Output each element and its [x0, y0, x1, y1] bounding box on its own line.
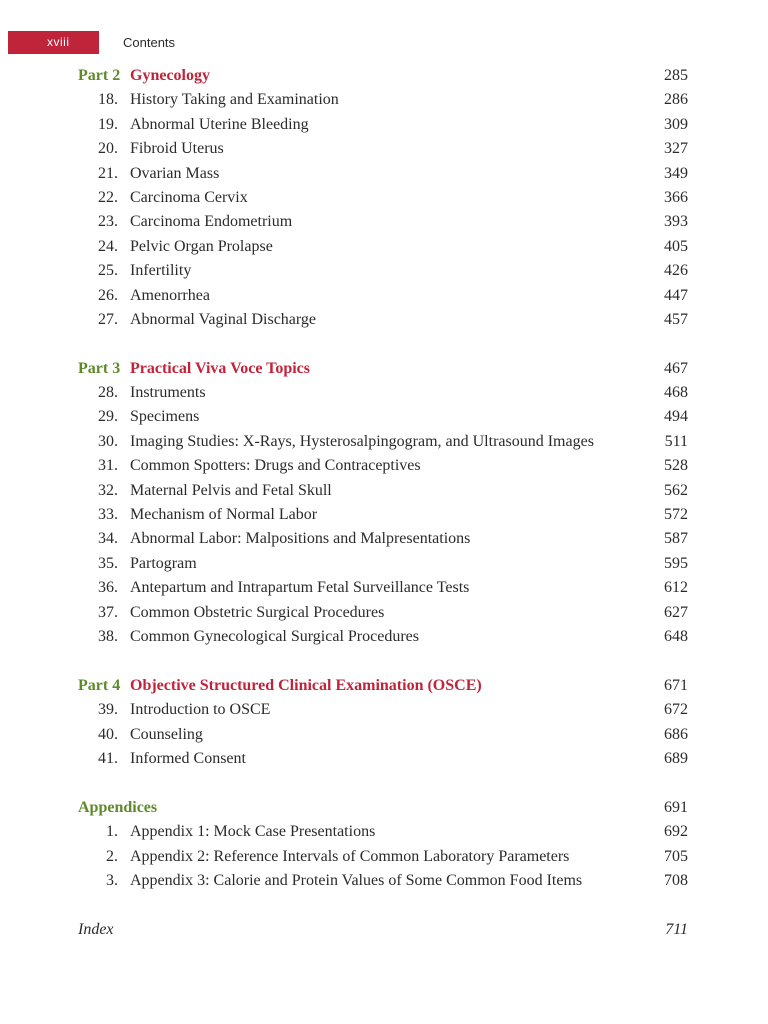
chapter-number: 20.	[98, 140, 118, 158]
chapter-number: 34.	[98, 530, 118, 548]
chapter-title: Common Spotters: Drugs and Contraceptives	[130, 457, 421, 475]
chapter-title: Carcinoma Endometrium	[130, 213, 293, 231]
chapter-row[interactable]	[0, 576, 768, 600]
page-number: 648	[664, 627, 688, 645]
chapter-number: 40.	[98, 725, 118, 743]
index-label: Index	[78, 920, 114, 938]
chapter-number: 19.	[98, 115, 118, 133]
chapter-title: Abnormal Vaginal Discharge	[130, 310, 317, 328]
chapter-title: Abnormal Uterine Bleeding	[130, 115, 309, 133]
chapter-title: Informed Consent	[130, 749, 246, 767]
chapter-row[interactable]	[0, 454, 768, 478]
chapter-title: Amenorrhea	[130, 286, 210, 304]
chapter-number: 36.	[98, 579, 118, 597]
appendix-row[interactable]	[0, 869, 768, 893]
appendix-title: Appendix 3: Calorie and Protein Values of Some Common Food Items	[130, 871, 583, 889]
page-number: 285	[664, 67, 688, 84]
chapter-number: 41.	[98, 749, 118, 767]
chapter-title: History Taking and Examination	[130, 91, 339, 109]
chapter-title: Maternal Pelvis and Fetal Skull	[130, 481, 332, 499]
chapter-title: Partogram	[130, 554, 197, 572]
chapter-row[interactable]	[0, 113, 768, 137]
appendix-number: 3.	[106, 871, 118, 889]
chapter-number: 23.	[98, 213, 118, 231]
part-heading-row[interactable]	[0, 357, 768, 381]
chapter-row[interactable]	[0, 503, 768, 527]
chapter-row[interactable]	[0, 405, 768, 429]
appendix-number: 2.	[106, 847, 118, 865]
page-number: 286	[664, 91, 688, 109]
appendix-title: Appendix 1: Mock Case Presentations	[130, 823, 376, 841]
page-number: 393	[664, 213, 688, 231]
part-heading-row[interactable]	[0, 674, 768, 698]
part-label: Part 4	[78, 676, 121, 694]
chapter-row[interactable]	[0, 284, 768, 308]
chapter-row[interactable]	[0, 137, 768, 161]
chapter-title: Antepartum and Intrapartum Fetal Surveillance Tests	[130, 579, 470, 597]
part-title: Gynecology	[130, 67, 210, 84]
page-number: 528	[664, 457, 688, 475]
chapter-title: Infertility	[130, 262, 192, 280]
section-spacer	[0, 649, 768, 673]
page-number: 708	[664, 871, 688, 889]
chapter-title: Imaging Studies: X-Rays, Hysterosalpingogram, and Ultrasound Images	[130, 432, 594, 450]
table-of-contents	[0, 64, 768, 942]
chapter-number: 38.	[98, 627, 118, 645]
appendix-number: 1.	[106, 823, 118, 841]
page-number: 572	[664, 506, 688, 524]
page-number: 691	[664, 798, 688, 816]
appendices-heading-row[interactable]	[0, 796, 768, 820]
chapter-number: 31.	[98, 457, 118, 475]
chapter-row[interactable]	[0, 430, 768, 454]
page-number: 711	[665, 920, 688, 938]
appendix-title: Appendix 2: Reference Intervals of Common Laboratory Parameters	[130, 847, 570, 865]
part-label: Part 2	[78, 67, 121, 84]
chapter-row[interactable]	[0, 527, 768, 551]
chapter-title: Specimens	[130, 408, 200, 426]
page-number: 689	[664, 749, 688, 767]
chapter-title: Ovarian Mass	[130, 164, 220, 182]
chapter-row[interactable]	[0, 186, 768, 210]
page-number: 705	[664, 847, 688, 865]
chapter-title: Instruments	[130, 384, 206, 402]
chapter-title: Carcinoma Cervix	[130, 188, 248, 206]
chapter-row[interactable]	[0, 88, 768, 112]
index-row[interactable]	[0, 918, 768, 942]
chapter-row[interactable]	[0, 235, 768, 259]
chapter-row[interactable]	[0, 601, 768, 625]
chapter-number: 37.	[98, 603, 118, 621]
page-number: 672	[664, 701, 688, 719]
page-number: 627	[664, 603, 688, 621]
part-title: Practical Viva Voce Topics	[130, 359, 310, 377]
page-number: 595	[664, 554, 688, 572]
appendix-row[interactable]	[0, 845, 768, 869]
chapter-number: 28.	[98, 384, 118, 402]
chapter-row[interactable]	[0, 381, 768, 405]
chapter-number: 33.	[98, 506, 118, 524]
appendices-title: Appendices	[78, 798, 158, 816]
chapter-title: Common Gynecological Surgical Procedures	[130, 627, 419, 645]
page-number: 349	[664, 164, 688, 182]
chapter-number: 39.	[98, 701, 118, 719]
page-number: 587	[664, 530, 688, 548]
chapter-number: 29.	[98, 408, 118, 426]
page-number: 426	[664, 262, 688, 280]
page-number: 366	[664, 188, 688, 206]
chapter-number: 24.	[98, 237, 118, 255]
chapter-row[interactable]	[0, 479, 768, 503]
chapter-title: Abnormal Labor: Malpositions and Malpresentations	[130, 530, 471, 548]
chapter-row[interactable]	[0, 308, 768, 332]
page-number: 405	[664, 237, 688, 255]
chapter-row[interactable]	[0, 625, 768, 649]
chapter-number: 21.	[98, 164, 118, 182]
section-spacer	[0, 332, 768, 356]
appendix-row[interactable]	[0, 820, 768, 844]
chapter-number: 27.	[98, 310, 118, 328]
page-number: 468	[664, 384, 688, 402]
page-number: 692	[664, 823, 688, 841]
chapter-title: Mechanism of Normal Labor	[130, 506, 318, 524]
chapter-number: 18.	[98, 91, 118, 109]
part-heading-row[interactable]	[0, 64, 768, 88]
section-spacer	[0, 893, 768, 917]
page-number: 671	[664, 676, 688, 694]
chapter-number: 26.	[98, 286, 118, 304]
chapter-number: 30.	[98, 432, 118, 450]
chapter-number: 35.	[98, 554, 118, 572]
chapter-title: Pelvic Organ Prolapse	[130, 237, 273, 255]
chapter-number: 25.	[98, 262, 118, 280]
chapter-title: Counseling	[130, 725, 203, 743]
page-number: 467	[664, 359, 688, 377]
page-number: 686	[664, 725, 688, 743]
chapter-row[interactable]	[0, 552, 768, 576]
chapter-row[interactable]	[0, 162, 768, 186]
chapter-row[interactable]	[0, 210, 768, 234]
page-number: 612	[664, 579, 688, 597]
page-number: 562	[664, 481, 688, 499]
running-header-title: Contents	[123, 35, 176, 50]
part-title: Objective Structured Clinical Examination (OSCE)	[130, 676, 482, 694]
chapter-title: Fibroid Uterus	[130, 140, 224, 158]
page-number-tab: xviii	[8, 31, 99, 54]
chapter-row[interactable]	[0, 723, 768, 747]
chapter-number: 32.	[98, 481, 118, 499]
chapter-title: Introduction to OSCE	[130, 701, 271, 719]
page-number: 447	[664, 286, 688, 304]
chapter-row[interactable]	[0, 259, 768, 283]
page-number: 511	[664, 432, 688, 450]
page-number: 457	[664, 310, 688, 328]
chapter-row[interactable]	[0, 698, 768, 722]
chapter-number: 22.	[98, 188, 118, 206]
page-number: 494	[664, 408, 688, 426]
page-number: 327	[664, 140, 688, 158]
part-label: Part 3	[78, 359, 121, 377]
chapter-title: Common Obstetric Surgical Procedures	[130, 603, 385, 621]
chapter-row[interactable]	[0, 747, 768, 771]
section-spacer	[0, 771, 768, 795]
page-number: 309	[664, 115, 688, 133]
